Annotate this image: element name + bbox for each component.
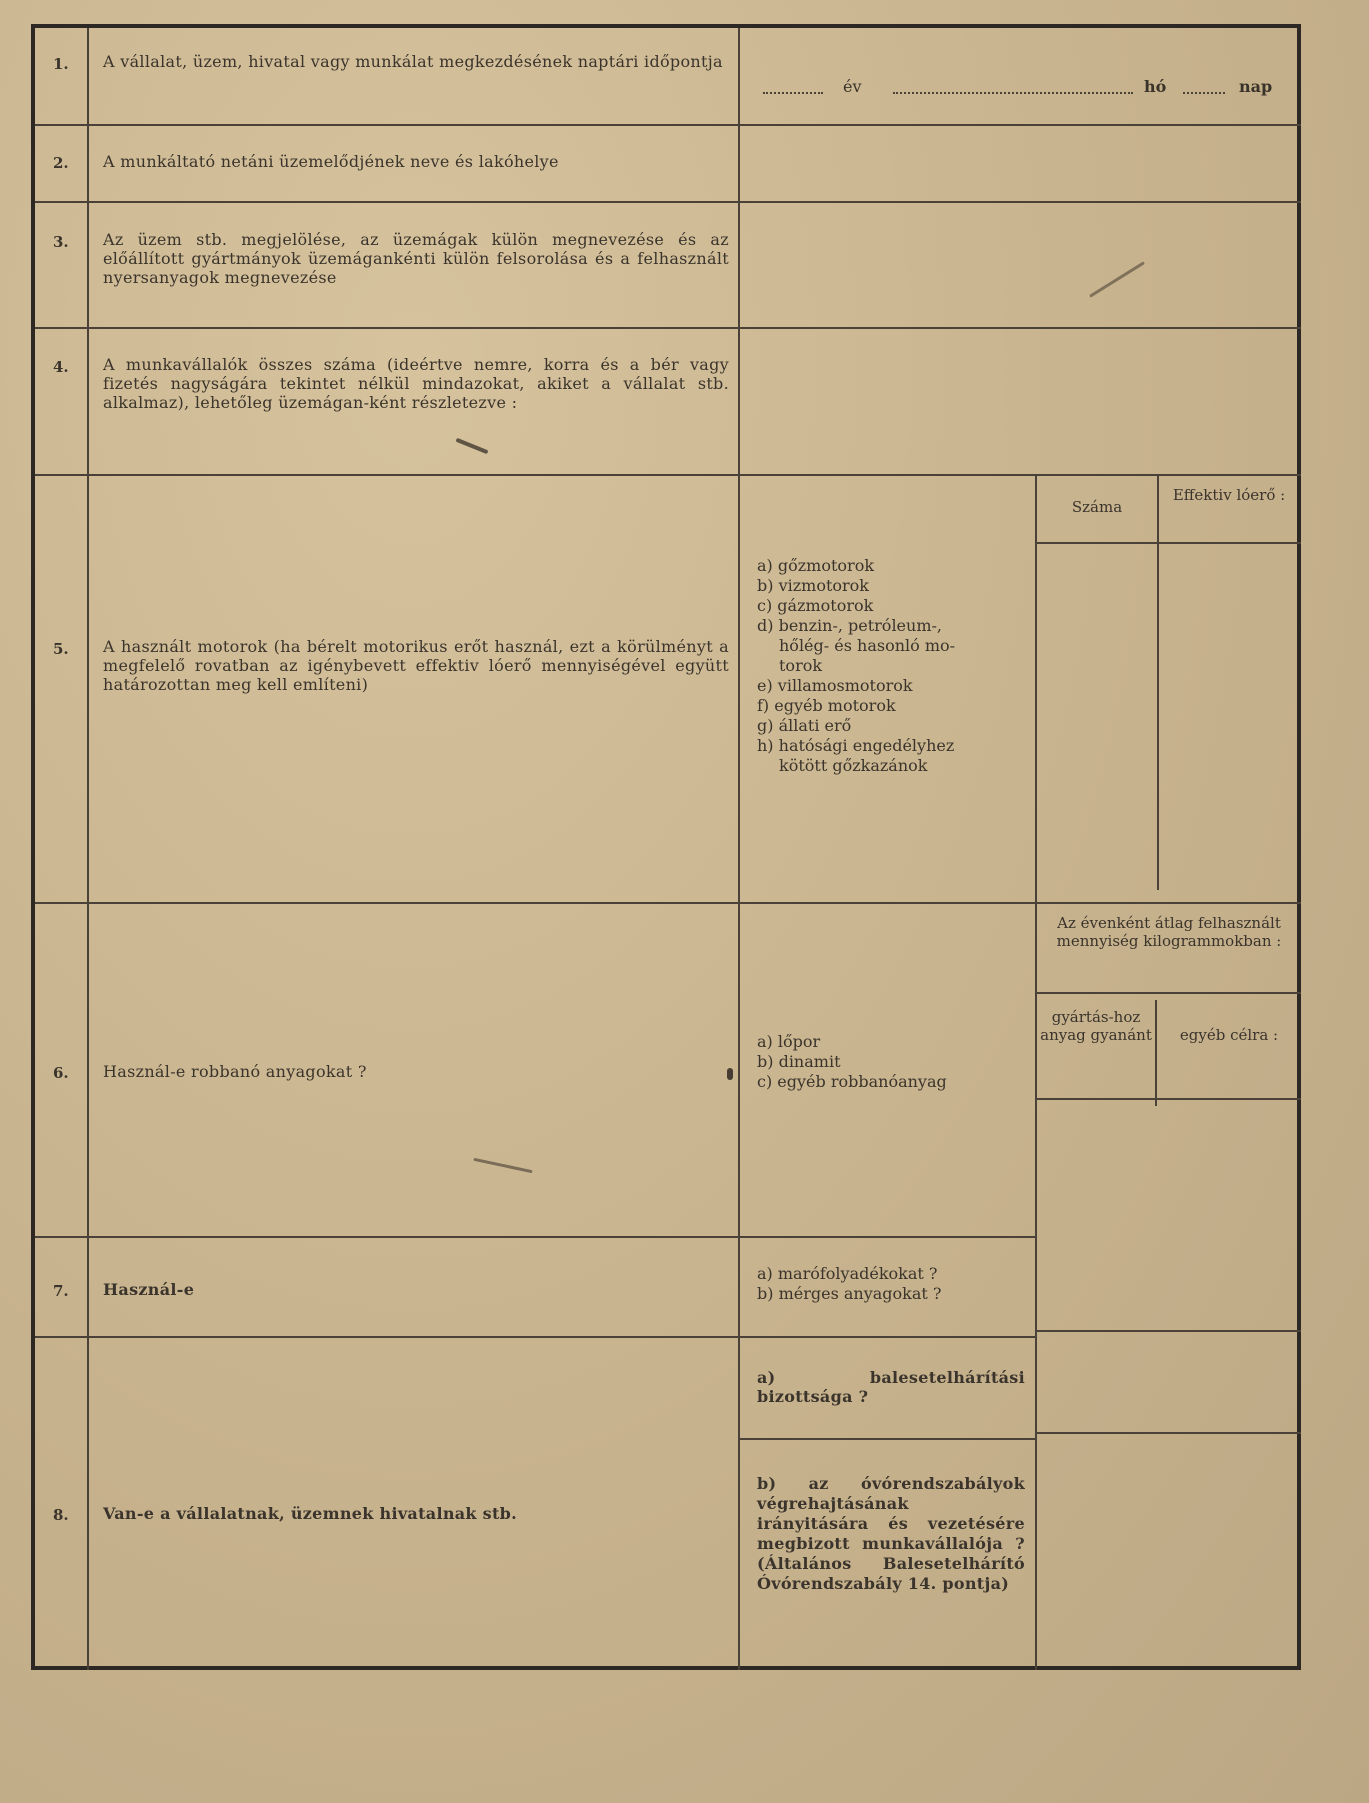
row-8-text: Van-e a vállalatnak, üzemnek hivatalnak stb. [103,1504,518,1523]
row-4-text: A munkavállalók összes száma (ideértve nemre, korra és a bér vagy fizetés nagyságára tekintet nélkül mindazokat, akiket a vállalat stb. alkalmaz), lehetőleg üzemágan-ként részletezve : [103,355,729,412]
row-3-number: 3. [53,233,69,251]
hazard-list [757,1264,1027,1304]
explosive-b: b) dinamit [757,1052,841,1071]
year-blank[interactable] [763,92,823,94]
motor-type-c: c) gázmotorok [757,596,874,615]
row-divider-2 [35,201,1301,203]
row-6-text: Használ-e robbanó anyagokat ? [103,1062,367,1081]
row-1-number: 1. [53,55,69,73]
row-8-item-a: a) balesetelhárítási bizottsága ? [757,1368,1025,1406]
month-blank[interactable] [893,92,1133,94]
hazard-a: a) marófolyadékokat ? [757,1264,938,1283]
explosives-list [757,1032,1027,1092]
motor-type-d-cont2: torok [779,656,823,675]
row-6-number: 6. [53,1064,69,1082]
year-label: év [843,77,862,96]
explosive-quantity-header: Az évenként átlag felhasznált mennyiség kilogrammokban : [1056,914,1282,950]
right-divider-7 [1035,1330,1301,1332]
hazard-b: b) mérges anyagokat ? [757,1284,942,1303]
row-7-text: Használ-e [103,1280,195,1299]
motor-types-list [757,556,1027,776]
answer-column-divider [738,28,740,1670]
day-label: nap [1239,77,1273,96]
ink-mark [473,1158,532,1173]
day-blank[interactable] [1183,92,1225,94]
row-8-item-b: b) az óvórendszabályok végrehajtásának irányitására és vezetésére megbizott munkavállalója ? (Általános Balesetelhárító Óvórendszabály 14. pontja) [757,1474,1025,1593]
motor-type-a: a) gőzmotorok [757,556,875,575]
row-1-text: A vállalat, üzem, hivatal vagy munkálat megkezdésének naptári időpontja [103,52,723,71]
explosive-other-header: egyéb célra : [1179,1026,1279,1044]
motor-type-e: e) villamosmotorok [757,676,913,695]
row-divider-6 [35,1236,1035,1238]
explosive-col-header-line [1035,1098,1301,1100]
explosive-c: c) egyéb robbanóanyag [757,1072,947,1091]
explosive-a: a) lőpor [757,1032,821,1051]
row-5-number: 5. [53,640,69,658]
explosive-header-line [1035,992,1301,994]
row-divider-5 [35,902,1301,904]
motor-header-line [1035,542,1301,544]
motor-type-d: d) benzin-, petróleum-, [757,616,942,635]
sub-column-divider [1035,474,1037,1670]
row-divider-4 [35,474,1301,476]
row-divider-1 [35,124,1301,126]
row8-sub-divider [738,1438,1035,1440]
row-4-number: 4. [53,358,69,376]
number-column-divider [87,28,89,1670]
motor-count-header: Száma [1071,498,1123,516]
motor-type-g: g) állati erő [757,716,852,735]
row-8-number: 8. [53,1506,69,1524]
row-3-text: Az üzem stb. megjelölése, az üzemágak külön megnevezése és az előállított gyártmányok üzemágankénti külön felsorolása és a felhasznált nyersanyagok megnevezése [103,230,729,287]
motor-type-h-cont: kötött gőzkazánok [779,756,928,775]
motor-horsepower-header: Effektiv lóerő : [1172,486,1286,504]
motor-count-divider [1157,474,1159,890]
row-2-text: A munkáltató netáni üzemelődjének neve és lakóhelye [103,152,559,171]
month-label: hó [1144,77,1167,96]
motor-type-d-cont1: hőlég- és hasonló mo- [779,636,956,655]
ink-mark [1089,261,1145,297]
row-2-number: 2. [53,154,69,172]
ink-mark [455,438,488,454]
ink-mark [727,1068,733,1080]
right-divider-8a [1035,1432,1301,1434]
explosive-col-divider [1155,1000,1157,1106]
row-divider-3 [35,327,1301,329]
row-5-text: A használt motorok (ha bérelt motorikus erőt használ, ezt a körülményt a megfelelő rovatban az igénybevett effektiv lóerő mennyiségével együtt határozottan meg kell említeni) [103,637,729,694]
explosive-production-header: gyártás-hoz anyag gyanánt [1040,1008,1152,1044]
motor-type-h: h) hatósági engedélyhez [757,736,955,755]
motor-type-f: f) egyéb motorok [757,696,896,715]
motor-type-b: b) vizmotorok [757,576,869,595]
row-7-number: 7. [53,1282,69,1300]
row-divider-7 [35,1336,1035,1338]
questionnaire-form [31,24,1301,1670]
